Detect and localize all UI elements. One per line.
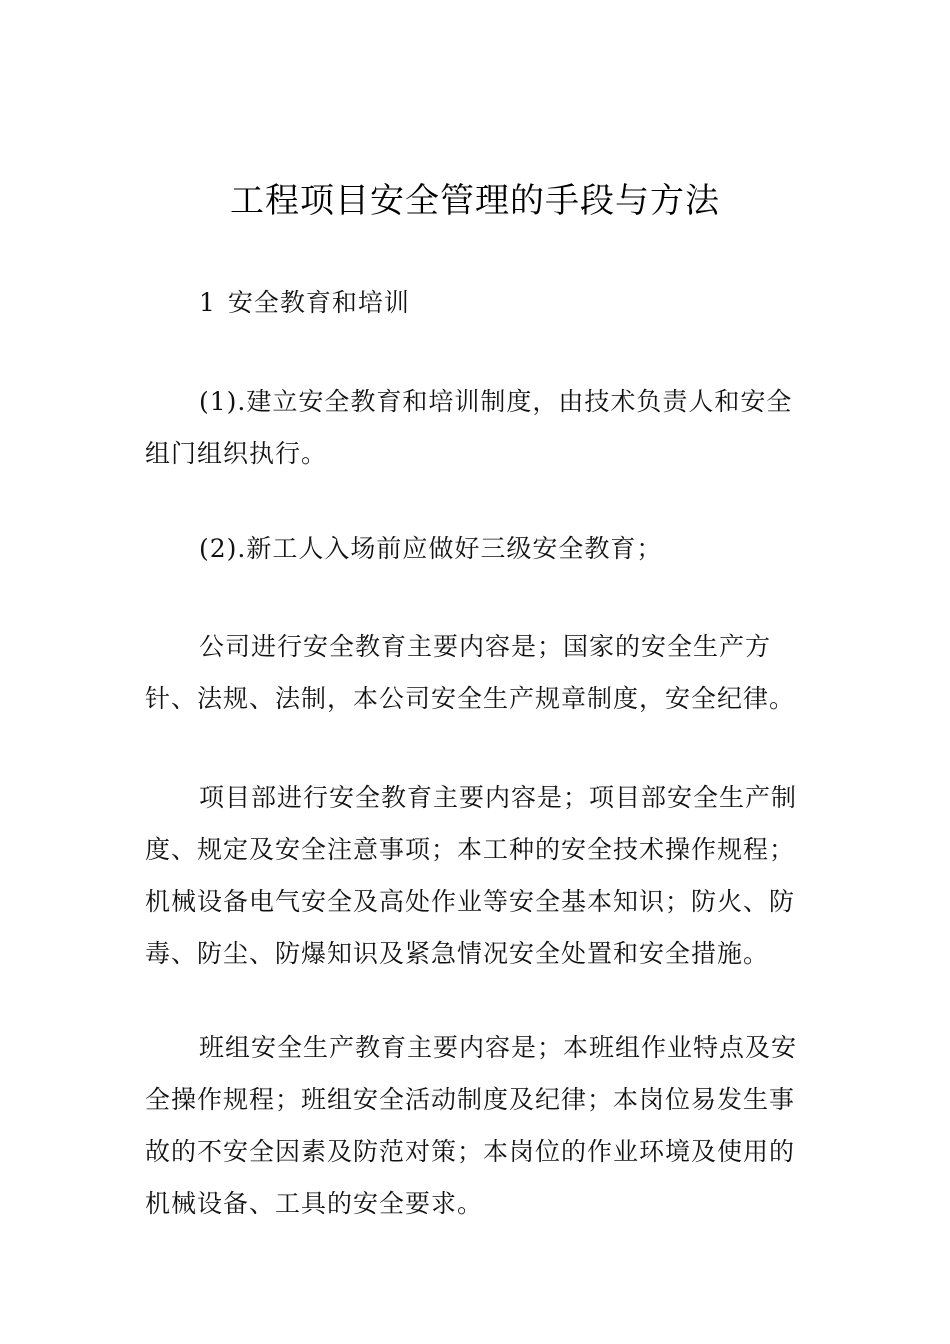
paragraph-1: (1).建立安全教育和培训制度，由技术负责人和安全组门组织执行。 bbox=[145, 387, 793, 468]
section-heading bbox=[199, 283, 799, 323]
section-number: 1 bbox=[199, 288, 216, 317]
paragraph-3: 公司进行安全教育主要内容是；国家的安全生产方针、法规、法制，本公司安全生产规章制度，安全纪律。 bbox=[145, 632, 796, 713]
section-label: 安全教育和培训 bbox=[227, 288, 410, 317]
paragraph-5: 班组安全生产教育主要内容是；本班组作业特点及安全操作规程；班组安全活动制度及纪律；本岗位易发生事故的不安全因素及防范对策；本岗位的作业环境及使用的机械设备、工具的安全要求。 bbox=[145, 1033, 798, 1218]
document-title: 工程项目安全管理的手段与方法 bbox=[230, 181, 720, 221]
paragraph-2: (2).新工人入场前应做好三级安全教育； bbox=[199, 534, 663, 563]
paragraph-4: 项目部进行安全教育主要内容是；项目部安全生产制度、规定及安全注意事项；本工种的安全技术操作规程；机械设备电气安全及高处作业等安全基本知识；防火、防毒、防尘、防爆知识及紧急情况安全处置和安全措施。 bbox=[145, 783, 798, 968]
